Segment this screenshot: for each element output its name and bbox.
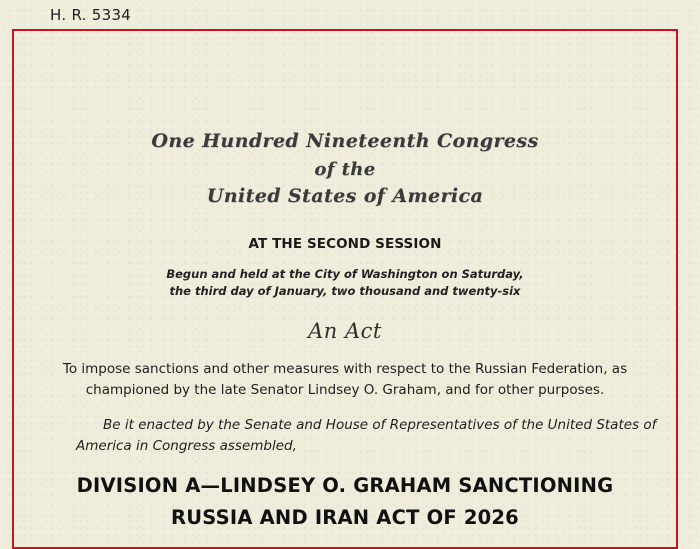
enacting-clause-line-1: Be it enacted by the Senate and House of Representatives of the United States of bbox=[103, 417, 657, 433]
begun-line-1: Begun and held at the City of Washington on Saturday, bbox=[166, 267, 524, 281]
enacting-clause-line-2: America in Congress assembled, bbox=[76, 438, 297, 454]
congress-country: United States of America bbox=[206, 185, 484, 207]
act-heading: An Act bbox=[308, 319, 382, 343]
congress-of-the: of the bbox=[314, 159, 376, 180]
begun-line-2: the third day of January, two thousand and twenty-six bbox=[169, 284, 521, 298]
division-heading-line-1: DIVISION A—LINDSEY O. GRAHAM SANCTIONING bbox=[76, 474, 614, 497]
congress-title: One Hundred Nineteenth Congress bbox=[151, 130, 539, 152]
session-heading: AT THE SECOND SESSION bbox=[248, 236, 442, 252]
division-heading-line-2: RUSSIA AND IRAN ACT OF 2026 bbox=[171, 506, 519, 529]
bill-number: H. R. 5334 bbox=[50, 6, 132, 24]
purpose-line-1: To impose sanctions and other measures with respect to the Russian Federation, as bbox=[62, 361, 628, 377]
purpose-line-2: championed by the late Senator Lindsey O. Graham, and for other purposes. bbox=[85, 382, 605, 398]
